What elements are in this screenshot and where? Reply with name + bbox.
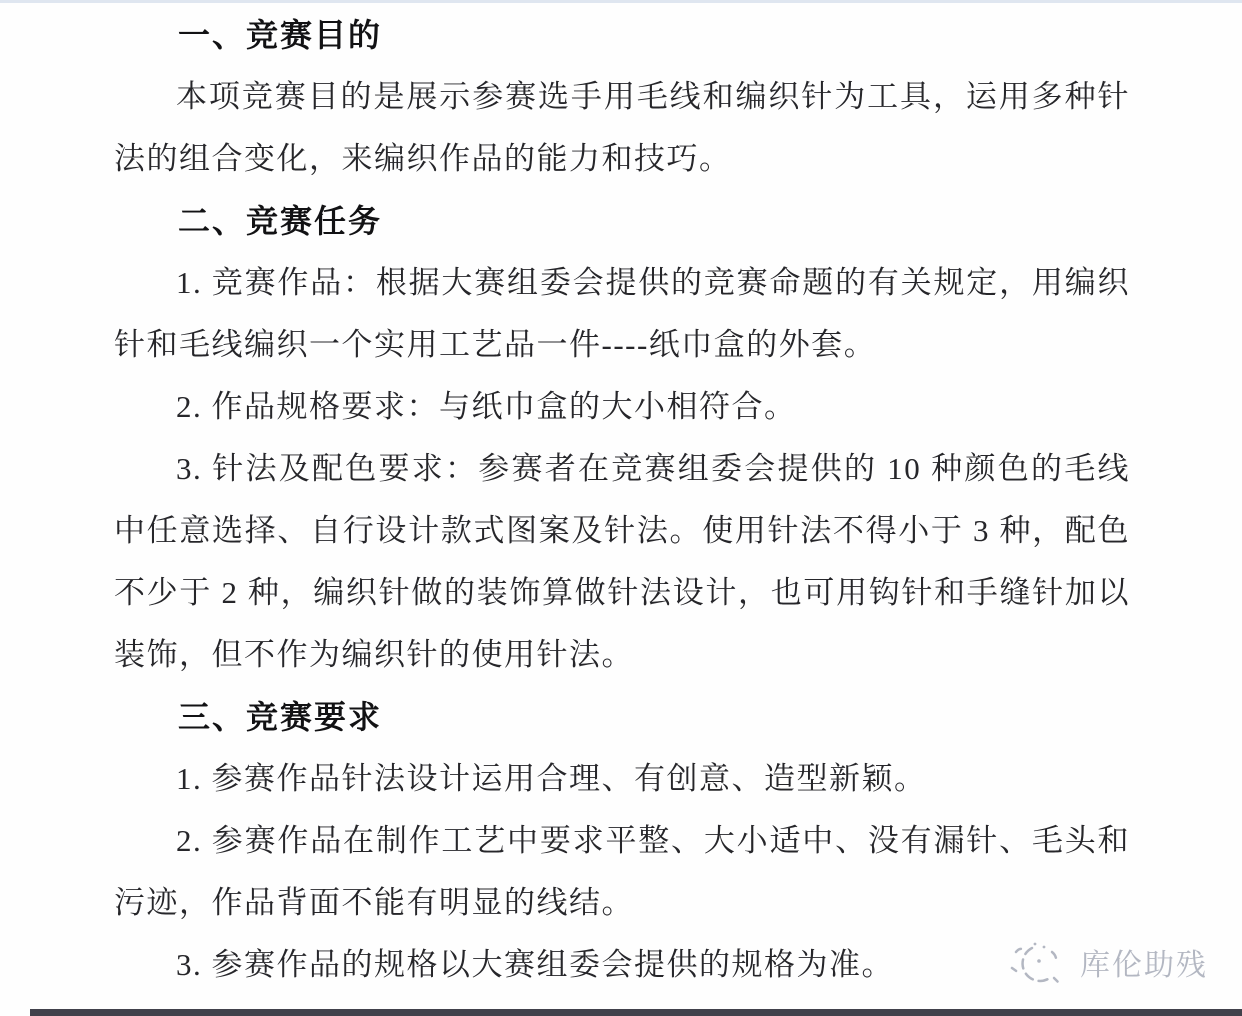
paragraph-purpose: 本项竞赛目的是展示参赛选手用毛线和编织针为工具，运用多种针法的组合变化，来编织作品的能力和技巧。	[114, 79, 1130, 176]
paragraph-requirement-1: 1. 参赛作品针法设计运用合理、有创意、造型新颖。	[176, 761, 927, 796]
section-heading-2: 二、竞赛任务	[178, 203, 383, 239]
paragraph-requirement-3: 3. 参赛作品的规格以大赛组委会提供的规格为准。	[176, 947, 894, 982]
paragraph-task-2: 2. 作品规格要求：与纸巾盒的大小相符合。	[176, 389, 797, 424]
watermark	[1008, 934, 1208, 990]
watermark-text: 库伦助残	[1080, 949, 1208, 982]
bottom-border-bar	[30, 1009, 1242, 1016]
top-border-line	[0, 0, 1242, 3]
section-heading-3: 三、竞赛要求	[178, 699, 383, 735]
kulun-zhucan-logo-icon	[1008, 934, 1070, 990]
paragraph-task-3: 3. 针法及配色要求：参赛者在竞赛组委会提供的 10 种颜色的毛线中任意选择、自行设计款式图案及针法。使用针法不得小于 3 种，配色不少于 2 种，编织针做的装饰算做针法设计，也可用钩针和手缝针加以装饰，但不作为编织针的使用针法。	[114, 451, 1130, 672]
paragraph-task-1: 1. 竞赛作品：根据大赛组委会提供的竞赛命题的有关规定，用编织针和毛线编织一个实用工艺品一件----纸巾盒的外套。	[114, 265, 1130, 362]
paragraph-requirement-2: 2. 参赛作品在制作工艺中要求平整、大小适中、没有漏针、毛头和污迹，作品背面不能有明显的线结。	[114, 823, 1130, 920]
document-content	[114, 4, 1130, 996]
section-heading-1: 一、竞赛目的	[178, 17, 383, 53]
